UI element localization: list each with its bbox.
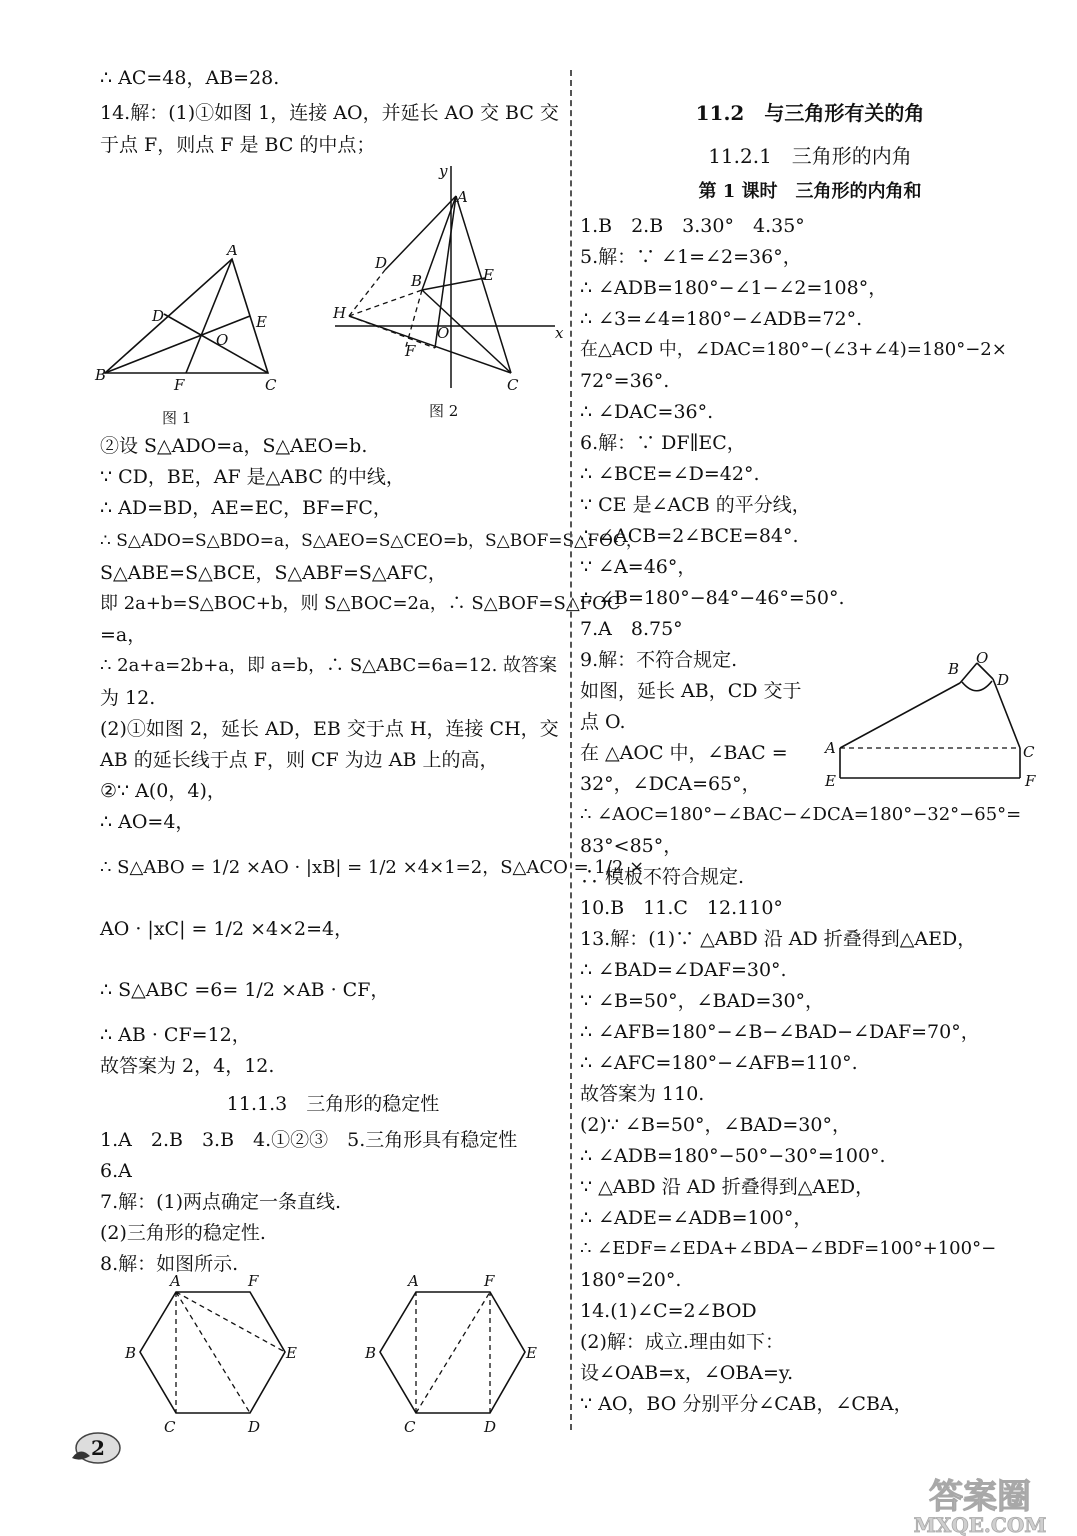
label-o: O bbox=[976, 649, 989, 667]
text-line: ∵ AO，BO 分别平分∠CAB，∠CBA， bbox=[580, 1393, 913, 1415]
text-line: (2)①如图 2，延长 AD，EB 交于点 H，连接 CH，交 bbox=[100, 718, 559, 740]
label-e: E bbox=[825, 772, 836, 790]
text-line: S△ABE=S△BCE，S△ABF=S△AFC， bbox=[100, 562, 447, 584]
text-line: AB 的延长线于点 F，则 CF 为边 AB 上的高， bbox=[100, 749, 499, 771]
text-line: ∴ ∠AFC=180°−∠AFB=110°. bbox=[580, 1052, 858, 1074]
text-line: ②设 S△ADO=a，S△AEO=b. bbox=[100, 435, 368, 457]
text-line: (2)解：成立.理由如下： bbox=[580, 1331, 784, 1353]
text-line: 1.B 2.B 3.30° 4.35° bbox=[580, 215, 805, 237]
text-line: ∴ ∠EDF=∠EDA+∠BDA−∠BDF=100°+100°− bbox=[580, 1238, 997, 1259]
text-line: 9.解：不符合规定. bbox=[580, 649, 738, 671]
figure-2-caption: 图 2 bbox=[429, 402, 459, 420]
text-line: ∵ CD，BE，AF 是△ABC 的中线， bbox=[100, 466, 405, 488]
section-title: 11.2 与三角形有关的角 bbox=[695, 101, 925, 125]
text-line: 13.解：(1)∵ △ABD 沿 AD 折叠得到△AED， bbox=[580, 928, 977, 950]
label-b: B bbox=[95, 366, 107, 384]
lesson-title: 第 1 课时 三角形的内角和 bbox=[698, 181, 922, 202]
label-a: A bbox=[227, 245, 238, 259]
text-line: ∴ ∠ADE=∠ADB=100°， bbox=[580, 1207, 813, 1229]
text-line: 72°=36°. bbox=[580, 370, 670, 392]
label-a: A bbox=[408, 1272, 419, 1290]
label-d: D bbox=[152, 307, 165, 325]
text-line: 7.解：(1)两点确定一条直线. bbox=[100, 1191, 342, 1213]
text-line: ∴ ∠ADB=180°−∠1−∠2=108°， bbox=[580, 277, 888, 299]
text-line: ∵ △ABD 沿 AD 折叠得到△AED， bbox=[580, 1176, 875, 1198]
column-divider bbox=[570, 70, 572, 1430]
text-line: 6.A bbox=[100, 1160, 132, 1182]
label-c: C bbox=[164, 1418, 176, 1436]
figure-2 bbox=[325, 158, 575, 428]
text-line: ∵ ∠A=46°， bbox=[580, 556, 697, 578]
label-a: A bbox=[457, 188, 468, 206]
figure-1 bbox=[90, 245, 300, 435]
label-y: y bbox=[439, 162, 448, 180]
label-d: D bbox=[248, 1418, 261, 1436]
text-line: 5.解：∵ ∠1=∠2=36°， bbox=[580, 246, 802, 268]
label-b: B bbox=[365, 1344, 377, 1362]
text-line: ∴ ∠B=180°−84°−46°=50°. bbox=[580, 587, 845, 609]
text-line: 于点 F，则点 F 是 BC 的中点； bbox=[100, 134, 376, 156]
text-line: ∴ AO=4， bbox=[100, 811, 195, 833]
label-f: F bbox=[248, 1272, 259, 1290]
text-line: 故答案为 2，4，12. bbox=[100, 1055, 275, 1077]
text-line: =a， bbox=[100, 624, 147, 646]
label-d: D bbox=[997, 671, 1010, 689]
text-line: 32°，∠DCA=65°， bbox=[580, 773, 761, 795]
text-line: ∴ 2a+a=2b+a，即 a=b，∴ S△ABC=6a=12. 故答案 bbox=[100, 655, 558, 676]
label-c: C bbox=[1023, 743, 1035, 761]
text-line: 故答案为 110. bbox=[580, 1083, 705, 1105]
label-e: E bbox=[286, 1344, 297, 1362]
label-o: O bbox=[437, 324, 450, 342]
label-f: F bbox=[1025, 772, 1036, 790]
label-e: E bbox=[483, 266, 494, 284]
label-a: A bbox=[825, 739, 836, 757]
watermark-url: MXQE.COM bbox=[913, 1513, 1047, 1536]
text-line: 180°=20°. bbox=[580, 1269, 682, 1291]
label-x: x bbox=[555, 324, 564, 342]
text-line: ②∵ A(0，4)， bbox=[100, 780, 226, 802]
text-line: ∴ S△ABO = 1/2 ×AO · |xB| = 1/2 ×4×1=2，S△ACO = 1/2 × bbox=[100, 857, 645, 878]
text-line: 设∠OAB=x，∠OBA=y. bbox=[580, 1362, 794, 1384]
watermark-logo bbox=[885, 1468, 1075, 1536]
text-line: (2)∵ ∠B=50°，∠BAD=30°， bbox=[580, 1114, 851, 1136]
text-line: ∴ 模板不符合规定. bbox=[580, 866, 745, 888]
label-h: H bbox=[333, 304, 347, 322]
text-line: ∴ ∠ACB=2∠BCE=84°. bbox=[580, 525, 799, 547]
label-c: C bbox=[265, 376, 277, 394]
template-figure bbox=[820, 645, 1040, 790]
text-line: 14.解：(1)①如图 1，连接 AO，并延长 AO 交 BC 交 bbox=[100, 102, 559, 124]
label-f: F bbox=[405, 342, 416, 360]
text-line: ∴ S△ADO=S△BDO=a，S△AEO=S△CEO=b，S△BOF=S△FOC， bbox=[100, 531, 643, 551]
text-line: 8.解：如图所示. bbox=[100, 1253, 239, 1275]
text-line: ∴ ∠BAD=∠DAF=30°. bbox=[580, 959, 787, 981]
text-line: 如图，延长 AB，CD 交于 bbox=[580, 680, 802, 702]
label-a: A bbox=[170, 1272, 181, 1290]
hexagon-figure-2 bbox=[360, 1270, 560, 1440]
text-line: ∴ ∠3=∠4=180°−∠ADB=72°. bbox=[580, 308, 863, 330]
label-e: E bbox=[526, 1344, 537, 1362]
hexagon-figure-1 bbox=[120, 1270, 320, 1440]
text-line: 6.解：∵ DF∥EC， bbox=[580, 432, 746, 454]
label-b: B bbox=[948, 660, 960, 678]
label-b: B bbox=[125, 1344, 137, 1362]
label-c: C bbox=[507, 376, 519, 394]
text-line: ∵ ∠B=50°，∠BAD=30°， bbox=[580, 990, 825, 1012]
text-line: ∴ AB · CF=12， bbox=[100, 1024, 251, 1046]
text-line: ∵ CE 是∠ACB 的平分线， bbox=[580, 494, 811, 516]
text-line: 即 2a+b=S△BOC+b，则 S△BOC=2a，∴ S△BOF=S△FOC bbox=[100, 593, 621, 614]
label-f: F bbox=[174, 376, 185, 394]
text-line: ∴ ∠AFB=180°−∠B−∠BAD−∠DAF=70°， bbox=[580, 1021, 980, 1043]
label-d: D bbox=[484, 1418, 497, 1436]
text-line: 1.A 2.B 3.B 4.①②③ 5.三角形具有稳定性 bbox=[100, 1129, 518, 1151]
text-line: 点 O. bbox=[580, 711, 626, 733]
text-line: 7.A 8.75° bbox=[580, 618, 683, 640]
page-number-badge bbox=[68, 1428, 128, 1468]
text-line: ∴ ∠ADB=180°−50°−30°=100°. bbox=[580, 1145, 886, 1167]
figure-1-caption: 图 1 bbox=[162, 409, 192, 427]
label-c: C bbox=[404, 1418, 416, 1436]
label-o: O bbox=[216, 331, 229, 349]
text-line: 在△ACD 中，∠DAC=180°−(∠3+∠4)=180°−2× bbox=[580, 339, 1007, 360]
text-line: ∴ S△ABC =6= 1/2 ×AB · CF， bbox=[100, 979, 390, 1001]
label-d: D bbox=[375, 254, 388, 272]
subsection-title: 11.2.1 三角形的内角 bbox=[708, 144, 912, 168]
text-line: AO · |xC| = 1/2 ×4×2=4， bbox=[100, 918, 354, 940]
label-f: F bbox=[484, 1272, 495, 1290]
text-line: ∴ AD=BD，AE=EC，BF=FC， bbox=[100, 497, 392, 519]
watermark-text: 答案圈 bbox=[929, 1477, 1031, 1517]
page-number: 2 bbox=[91, 1436, 105, 1460]
text-line: ∴ AC=48，AB=28. bbox=[100, 67, 280, 89]
text-line: ∴ ∠DAC=36°. bbox=[580, 401, 714, 423]
label-e: E bbox=[256, 313, 267, 331]
text-line: 14.(1)∠C=2∠BOD bbox=[580, 1300, 757, 1322]
text-line: 83°<85°， bbox=[580, 835, 683, 857]
text-line: 10.B 11.C 12.110° bbox=[580, 897, 783, 919]
text-line: (2)三角形的稳定性. bbox=[100, 1222, 266, 1244]
text-line: ∴ ∠BCE=∠D=42°. bbox=[580, 463, 760, 485]
text-line: 在 △AOC 中，∠BAC = bbox=[580, 742, 788, 764]
text-line: ∴ ∠AOC=180°−∠BAC−∠DCA=180°−32°−65°= bbox=[580, 804, 1022, 825]
label-b: B bbox=[411, 272, 423, 290]
section-title: 11.1.3 三角形的稳定性 bbox=[226, 1093, 440, 1115]
text-line: 为 12. bbox=[100, 687, 156, 709]
